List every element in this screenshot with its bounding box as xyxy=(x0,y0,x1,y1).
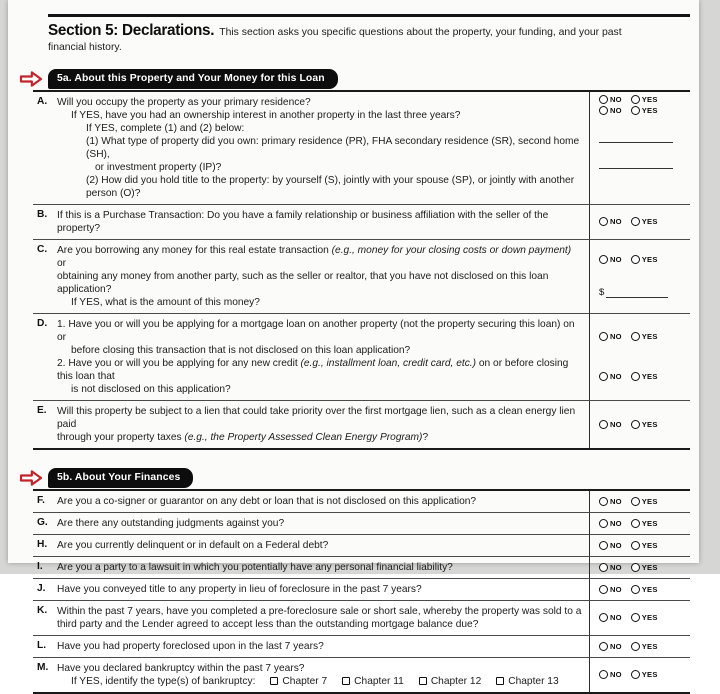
radio-no-option[interactable] xyxy=(599,519,622,528)
question-line xyxy=(57,209,583,235)
radio-circle-icon xyxy=(599,106,608,115)
answer-blank-line[interactable] xyxy=(599,131,673,143)
radio-circle-icon xyxy=(631,497,640,506)
question-letter: H. xyxy=(37,538,48,550)
radio-circle-icon xyxy=(631,420,640,429)
question-line xyxy=(57,583,583,596)
question-text xyxy=(57,244,583,309)
question-letter: E. xyxy=(37,404,47,416)
checkbox-chapter-13[interactable] xyxy=(496,675,558,688)
radio-no-label: NO xyxy=(610,332,622,342)
radio-no-label: NO xyxy=(610,94,622,104)
radio-yes-label: YES xyxy=(641,105,658,115)
radio-group xyxy=(599,642,688,651)
radio-no-option[interactable] xyxy=(599,95,622,104)
question-text xyxy=(57,318,583,396)
radio-yes-label: YES xyxy=(641,613,658,623)
question-line-text: (2) How did you hold title to the property: by yourself (S), jointly with your spouse (SP), or jointly with another person (O)? xyxy=(86,174,575,199)
radio-yes-option[interactable] xyxy=(631,106,658,115)
question-line-text: is not disclosed on this application? xyxy=(71,383,231,395)
question-letter: I. xyxy=(37,560,43,572)
question-line-text: 2. Have you or will you be applying for any new credit (e.g., installment loan, credit card, etc.) on or before closing this loan that xyxy=(57,357,569,382)
radio-circle-icon xyxy=(631,106,640,115)
answer-blank-line[interactable] xyxy=(599,157,673,169)
answer-cell xyxy=(589,557,690,578)
question-line xyxy=(57,161,583,174)
question-row-E xyxy=(33,401,690,448)
question-line-text: Will this property be subject to a lien that could take priority over the first mortgage lien, such as a clean energy lien paid xyxy=(57,405,576,430)
checkbox-chapter-7[interactable] xyxy=(270,675,327,688)
question-line xyxy=(57,357,583,383)
radio-yes-label: YES xyxy=(641,562,658,572)
checkbox-label: Chapter 7 xyxy=(282,675,328,687)
question-line xyxy=(57,96,583,109)
question-cell xyxy=(33,491,589,512)
question-letter: L. xyxy=(37,639,47,651)
radio-yes-option[interactable] xyxy=(631,585,658,594)
radio-circle-icon xyxy=(631,372,640,381)
answer-cell xyxy=(589,636,690,657)
question-line-text: or investment property (IP)? xyxy=(95,161,222,173)
radio-circle-icon xyxy=(631,217,640,226)
radio-yes-label: YES xyxy=(641,540,658,550)
checkbox-icon xyxy=(270,677,278,685)
radio-no-option[interactable] xyxy=(599,585,622,594)
radio-yes-option[interactable] xyxy=(631,497,658,506)
question-line xyxy=(57,109,583,122)
question-cell xyxy=(33,401,589,448)
question-line xyxy=(57,539,583,552)
radio-no-option[interactable] xyxy=(599,420,622,429)
question-cell xyxy=(33,557,589,578)
question-letter: F. xyxy=(37,494,45,506)
question-line-text: If YES, identify the type(s) of bankruptcy: xyxy=(71,675,256,687)
section-5b-header-bar: 5b. About Your Finances xyxy=(48,468,193,488)
declarations-table-5a xyxy=(33,90,690,450)
answer-cell xyxy=(589,601,690,635)
question-line xyxy=(57,517,583,530)
radio-group xyxy=(599,217,688,226)
question-line xyxy=(57,318,583,344)
question-text xyxy=(57,561,583,574)
radio-group xyxy=(599,563,688,572)
radio-circle-icon xyxy=(599,670,608,679)
form-page xyxy=(8,0,699,687)
radio-circle-icon xyxy=(599,541,608,550)
question-line-text: 1. Have you or will you be applying for a mortgage loan on another property (not the property securing this loan) on or xyxy=(57,318,575,343)
question-letter: C. xyxy=(37,243,48,255)
question-row-M xyxy=(33,658,690,692)
question-line xyxy=(57,618,583,631)
question-text xyxy=(57,583,583,596)
radio-circle-icon xyxy=(631,670,640,679)
top-rule xyxy=(48,14,690,17)
question-text xyxy=(57,662,583,688)
question-line-text: Have you had property foreclosed upon in the last 7 years? xyxy=(57,640,324,652)
radio-yes-label: YES xyxy=(641,584,658,594)
radio-circle-icon xyxy=(631,519,640,528)
radio-circle-icon xyxy=(631,613,640,622)
question-row-G xyxy=(33,513,690,535)
question-text xyxy=(57,605,583,631)
question-row-C xyxy=(33,240,690,314)
radio-group xyxy=(599,255,688,264)
radio-yes-label: YES xyxy=(641,217,658,227)
section-heading xyxy=(48,21,662,55)
radio-group xyxy=(599,106,688,115)
radio-no-label: NO xyxy=(610,372,622,382)
section-description: This section asks you specific questions about the property, your funding, and your past financial history. xyxy=(48,27,622,54)
question-line xyxy=(57,431,583,444)
radio-no-option[interactable] xyxy=(599,497,622,506)
question-text xyxy=(57,405,583,444)
question-line-text: Are you currently delinquent or in default on a Federal debt? xyxy=(57,539,329,551)
radio-group xyxy=(599,95,688,104)
checkbox-chapter-11[interactable] xyxy=(342,675,404,688)
radio-no-option[interactable] xyxy=(599,255,622,264)
question-line xyxy=(57,405,583,431)
question-line-text: before closing this transaction that is not disclosed on this loan application? xyxy=(71,344,411,356)
radio-yes-option[interactable] xyxy=(631,563,658,572)
question-line xyxy=(57,675,583,688)
radio-circle-icon xyxy=(599,519,608,528)
question-line xyxy=(57,270,583,296)
question-line-text: Within the past 7 years, have you completed a pre-foreclosure sale or short sale, whereby the property was sold to a xyxy=(57,605,582,617)
answer-cell xyxy=(589,205,690,239)
question-cell xyxy=(33,535,589,556)
radio-yes-label: YES xyxy=(641,332,658,342)
radio-group xyxy=(599,420,688,429)
radio-circle-icon xyxy=(631,95,640,104)
radio-circle-icon xyxy=(599,642,608,651)
question-line-text: through your property taxes (e.g., the Property Assessed Clean Energy Program)? xyxy=(57,431,429,443)
amount-blank-line[interactable] xyxy=(606,288,668,298)
question-text xyxy=(57,96,583,200)
radio-circle-icon xyxy=(599,255,608,264)
question-line-text: Have you declared bankruptcy within the past 7 years? xyxy=(57,662,305,674)
radio-no-label: NO xyxy=(610,496,622,506)
radio-no-label: NO xyxy=(610,562,622,572)
question-line xyxy=(57,174,583,200)
question-line-text: (1) What type of property did you own: primary residence (PR), FHA secondary residence (SR), second home (SH), xyxy=(86,135,580,160)
radio-circle-icon xyxy=(599,332,608,341)
question-cell xyxy=(33,205,589,239)
radio-yes-label: YES xyxy=(641,419,658,429)
question-line-text: Are you a party to a lawsuit in which you potentially have any personal financial liability? xyxy=(57,561,453,573)
question-line-text: obtaining any money from another party, such as the seller or realtor, that you have not disclosed on this loan application? xyxy=(57,270,549,295)
radio-yes-option[interactable] xyxy=(631,332,658,341)
question-line xyxy=(57,135,583,161)
question-row-B xyxy=(33,205,690,240)
section-title: Section 5: Declarations. xyxy=(48,22,215,39)
checkbox-icon xyxy=(342,677,350,685)
question-row-H xyxy=(33,535,690,557)
radio-circle-icon xyxy=(599,95,608,104)
question-text xyxy=(57,539,583,552)
answer-cell xyxy=(589,658,690,692)
question-letter: G. xyxy=(37,516,48,528)
checkbox-label: Chapter 12 xyxy=(430,675,482,687)
question-text xyxy=(57,517,583,530)
question-line-text: If YES, complete (1) and (2) below: xyxy=(86,122,245,134)
radio-no-option[interactable] xyxy=(599,613,622,622)
question-line-text: Are you a co-signer or guarantor on any debt or loan that is not disclosed on this application? xyxy=(57,495,477,507)
radio-yes-option[interactable] xyxy=(631,372,658,381)
radio-yes-label: YES xyxy=(641,254,658,264)
question-letter: A. xyxy=(37,95,48,107)
radio-group xyxy=(599,519,688,528)
question-line-text: third party and the Lender agreed to accept less than the outstanding mortgage balance due? xyxy=(57,618,479,630)
red-arrow-icon xyxy=(17,69,45,89)
radio-group xyxy=(599,497,688,506)
radio-no-label: NO xyxy=(610,105,622,115)
radio-yes-label: YES xyxy=(641,94,658,104)
radio-no-option[interactable] xyxy=(599,670,622,679)
question-line xyxy=(57,662,583,675)
question-line-text: Will you occupy the property as your primary residence? xyxy=(57,96,311,108)
checkbox-icon xyxy=(496,677,504,685)
radio-no-label: NO xyxy=(610,641,622,651)
radio-no-option[interactable] xyxy=(599,106,622,115)
radio-yes-option[interactable] xyxy=(631,217,658,226)
answer-cell xyxy=(589,314,690,400)
radio-no-option[interactable] xyxy=(599,642,622,651)
question-row-J xyxy=(33,579,690,601)
question-line-text: If this is a Purchase Transaction: Do you have a family relationship or business affiliation with the seller of the property? xyxy=(57,209,549,234)
question-line xyxy=(57,383,583,396)
radio-circle-icon xyxy=(599,420,608,429)
radio-yes-option[interactable] xyxy=(631,670,658,679)
radio-no-option[interactable] xyxy=(599,332,622,341)
radio-yes-option[interactable] xyxy=(631,95,658,104)
question-letter: K. xyxy=(37,604,48,616)
answer-cell xyxy=(589,92,690,204)
radio-circle-icon xyxy=(631,332,640,341)
radio-no-label: NO xyxy=(610,584,622,594)
checkbox-label: Chapter 13 xyxy=(508,675,559,687)
question-row-D xyxy=(33,314,690,401)
question-text xyxy=(57,209,583,235)
question-line-text: Are you borrowing any money for this real estate transaction (e.g., money for your closing costs or down payment) or xyxy=(57,244,572,269)
question-cell xyxy=(33,658,589,692)
radio-group xyxy=(599,332,688,341)
question-row-F xyxy=(33,491,690,513)
question-cell xyxy=(33,579,589,600)
radio-no-label: NO xyxy=(610,670,622,680)
question-letter: D. xyxy=(37,317,48,329)
answer-cell xyxy=(589,513,690,534)
question-cell xyxy=(33,513,589,534)
radio-yes-option[interactable] xyxy=(631,420,658,429)
radio-yes-label: YES xyxy=(641,670,658,680)
question-line-text: Have you conveyed title to any property in lieu of foreclosure in the past 7 years? xyxy=(57,583,422,595)
radio-yes-option[interactable] xyxy=(631,255,658,264)
radio-yes-label: YES xyxy=(641,496,658,506)
question-cell xyxy=(33,92,589,204)
radio-group xyxy=(599,541,688,550)
radio-yes-option[interactable] xyxy=(631,519,658,528)
question-row-I xyxy=(33,557,690,579)
radio-no-label: NO xyxy=(610,613,622,623)
radio-yes-label: YES xyxy=(641,641,658,651)
question-line-text: If YES, have you had an ownership interest in another property in the last three years? xyxy=(71,109,461,121)
checkbox-icon xyxy=(419,677,427,685)
radio-group xyxy=(599,613,688,622)
question-line xyxy=(57,296,583,309)
red-arrow-icon xyxy=(17,468,45,488)
radio-no-option[interactable] xyxy=(599,563,622,572)
checkbox-chapter-12[interactable] xyxy=(419,675,481,688)
question-cell xyxy=(33,240,589,313)
radio-no-label: NO xyxy=(610,419,622,429)
radio-no-option[interactable] xyxy=(599,217,622,226)
radio-no-label: NO xyxy=(610,254,622,264)
question-text xyxy=(57,495,583,508)
radio-no-option[interactable] xyxy=(599,541,622,550)
radio-yes-label: YES xyxy=(641,372,658,382)
radio-circle-icon xyxy=(599,217,608,226)
question-line xyxy=(57,640,583,653)
radio-circle-icon xyxy=(631,642,640,651)
answer-cell xyxy=(589,401,690,448)
currency-prefix: $ xyxy=(599,287,605,299)
question-row-K xyxy=(33,601,690,636)
radio-circle-icon xyxy=(599,497,608,506)
question-line xyxy=(57,344,583,357)
radio-circle-icon xyxy=(631,563,640,572)
question-line xyxy=(57,122,583,135)
declarations-table-5b xyxy=(33,489,690,694)
radio-circle-icon xyxy=(599,585,608,594)
radio-group xyxy=(599,670,688,679)
answer-cell xyxy=(589,579,690,600)
radio-yes-option[interactable] xyxy=(631,613,658,622)
radio-circle-icon xyxy=(631,255,640,264)
section-5a-bar xyxy=(48,68,690,90)
question-line-text: If YES, what is the amount of this money? xyxy=(71,296,260,308)
question-text xyxy=(57,640,583,653)
radio-group xyxy=(599,372,688,381)
question-cell xyxy=(33,601,589,635)
radio-circle-icon xyxy=(631,585,640,594)
radio-yes-label: YES xyxy=(641,518,658,528)
radio-circle-icon xyxy=(599,613,608,622)
radio-group xyxy=(599,585,688,594)
question-cell xyxy=(33,636,589,657)
question-letter: B. xyxy=(37,208,48,220)
question-letter: M. xyxy=(37,661,49,673)
section-5b-bar xyxy=(48,467,690,489)
question-line xyxy=(57,561,583,574)
radio-circle-icon xyxy=(599,563,608,572)
question-line xyxy=(57,605,583,618)
question-cell xyxy=(33,314,589,400)
question-line xyxy=(57,244,583,270)
radio-yes-option[interactable] xyxy=(631,642,658,651)
answer-cell xyxy=(589,535,690,556)
radio-yes-option[interactable] xyxy=(631,541,658,550)
section-5a-header-bar: 5a. About this Property and Your Money for this Loan xyxy=(48,69,338,89)
question-line-text: Are there any outstanding judgments against you? xyxy=(57,517,285,529)
answer-cell xyxy=(589,240,690,313)
radio-no-option[interactable] xyxy=(599,372,622,381)
amount-field xyxy=(599,287,688,298)
question-line xyxy=(57,495,583,508)
question-row-A xyxy=(33,92,690,205)
radio-circle-icon xyxy=(599,372,608,381)
question-row-L xyxy=(33,636,690,658)
radio-no-label: NO xyxy=(610,540,622,550)
radio-no-label: NO xyxy=(610,518,622,528)
checkbox-label: Chapter 11 xyxy=(354,675,404,687)
answer-cell xyxy=(589,491,690,512)
radio-no-label: NO xyxy=(610,217,622,227)
question-letter: J. xyxy=(37,582,46,594)
radio-circle-icon xyxy=(631,541,640,550)
